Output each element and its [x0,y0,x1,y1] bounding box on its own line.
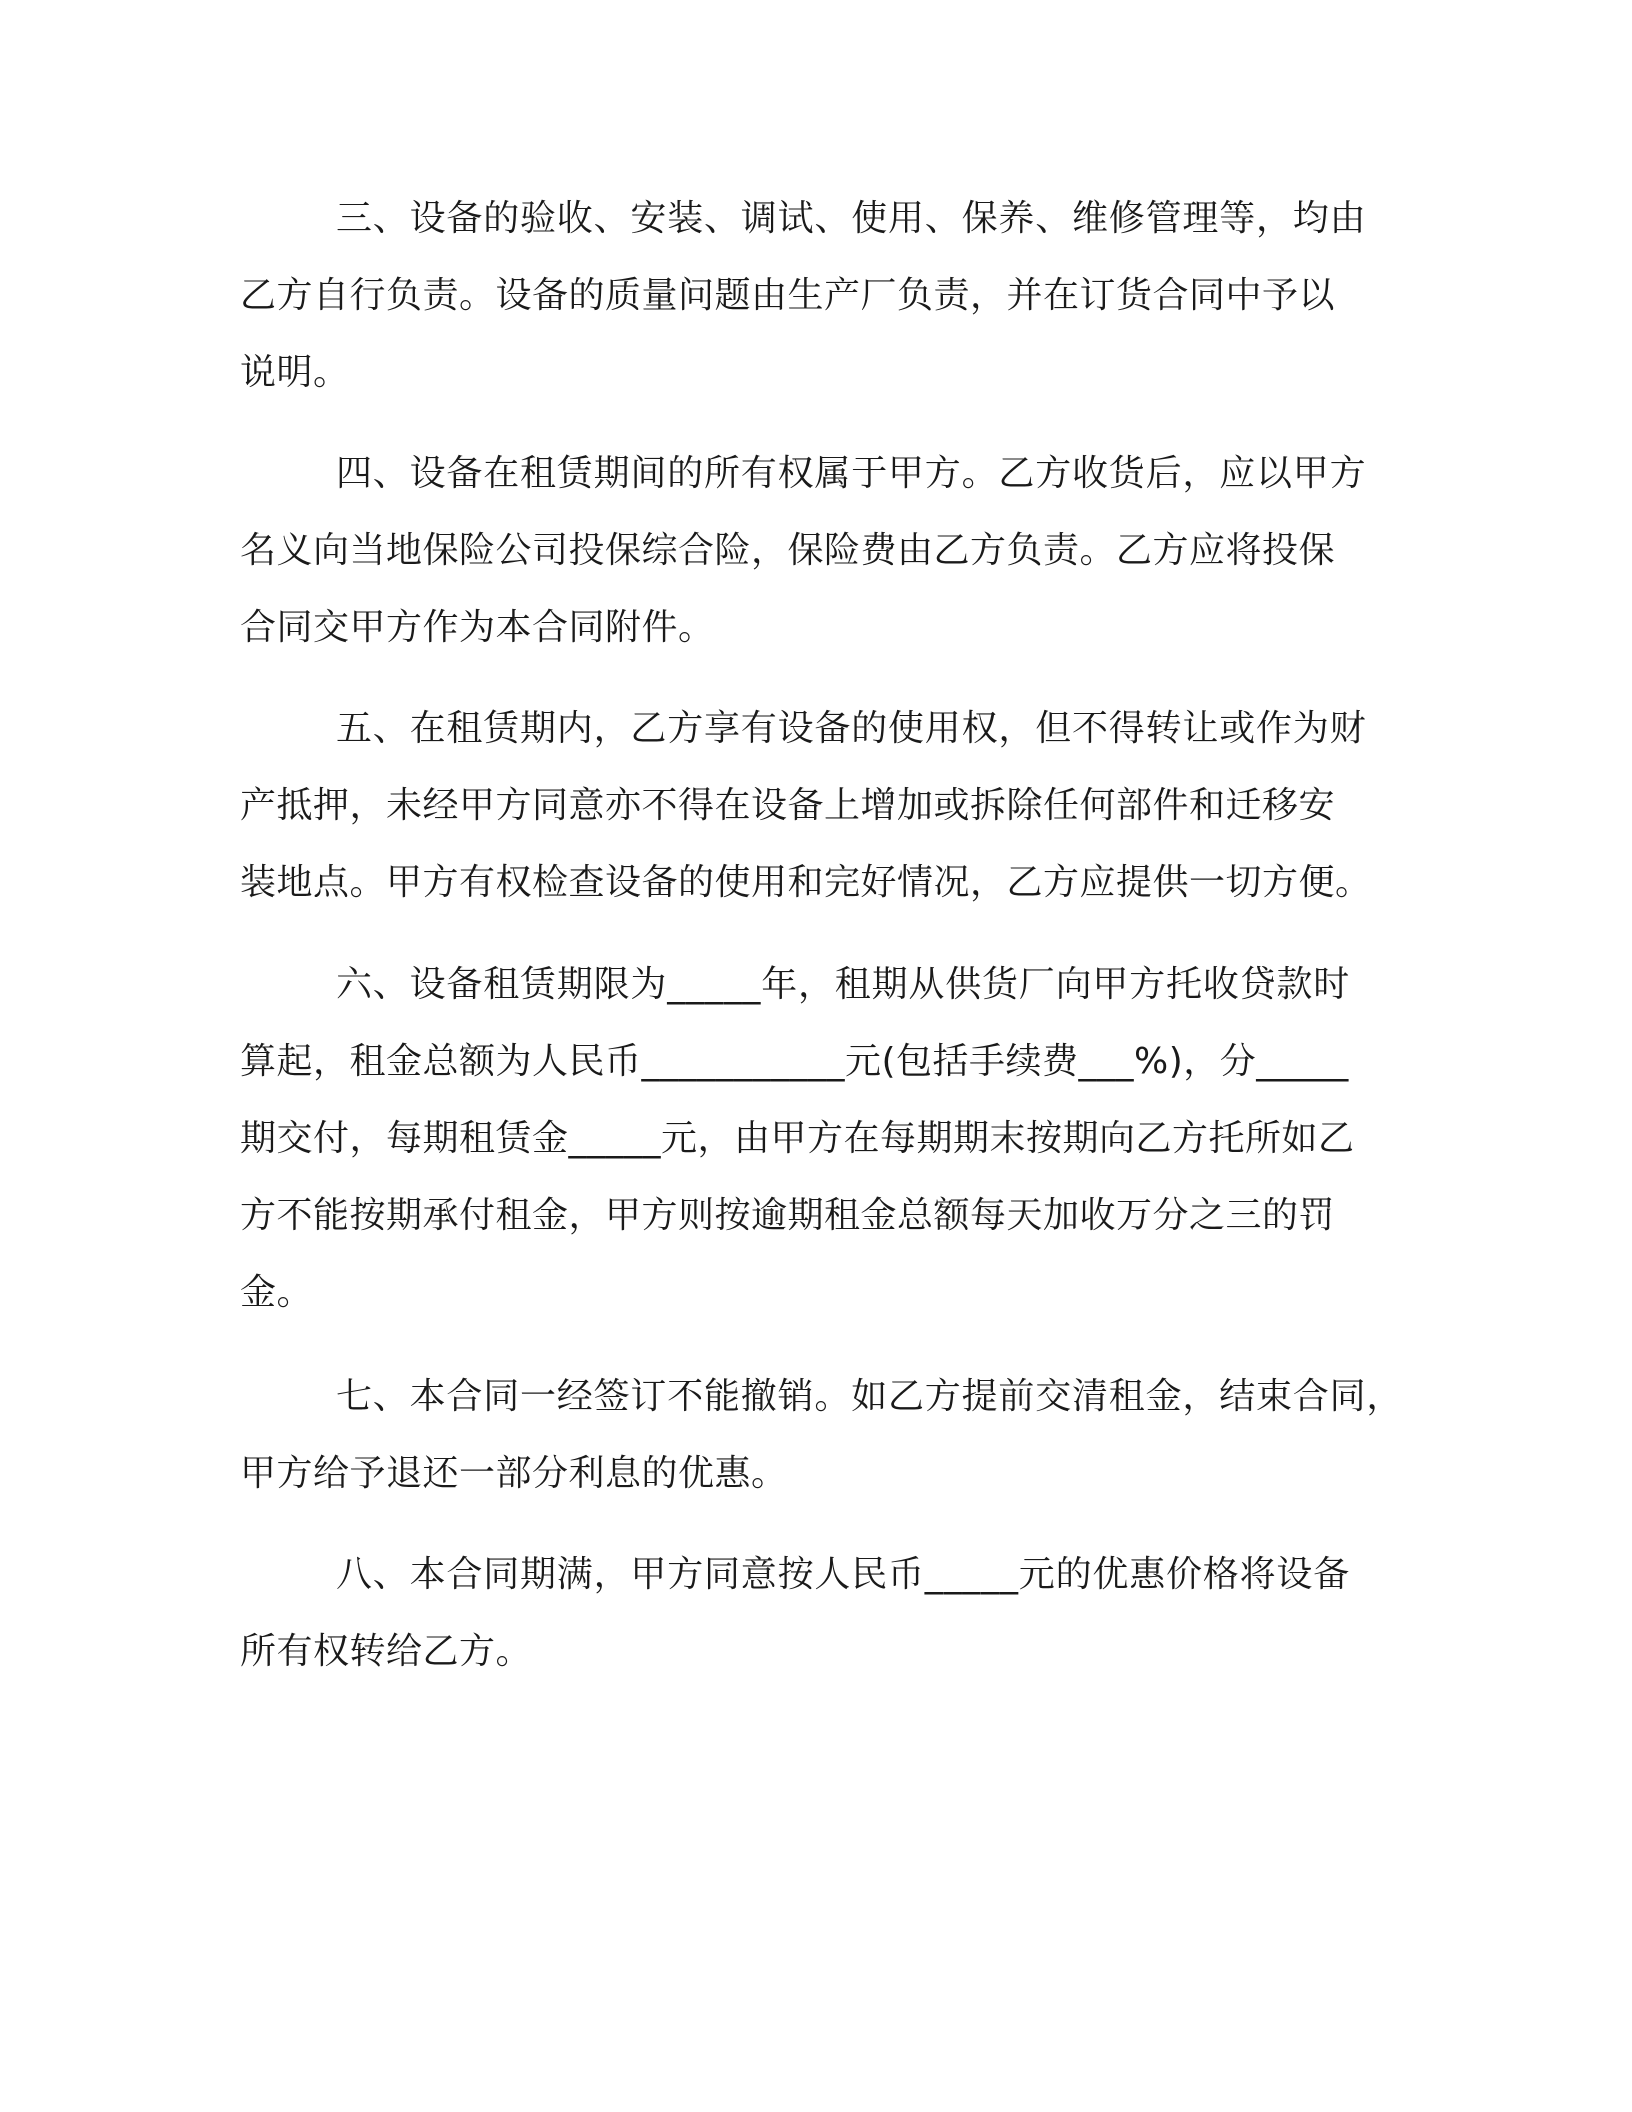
clause-3-line-3: 说明。 [240,352,350,393]
clause-5-line-3: 装地点。甲方有权检查设备的使用和完好情况，乙方应提供一切方便。 [240,862,1372,903]
clause-6-line-2: 算起，租金总额为人民币___________元(包括手续费___%)，分_____ [240,1041,1349,1082]
clause-3-paragraph [240,180,1400,411]
clause-3-line-1: 三、设备的验收、安装、调试、使用、保养、维修管理等，均由 [336,198,1367,239]
clause-8-line-1: 八、本合同期满，甲方同意按人民币_____元的优惠价格将设备 [336,1554,1350,1595]
clause-8-line-2: 所有权转给乙方。 [240,1631,533,1672]
clause-4-line-3: 合同交甲方作为本合同附件。 [240,607,715,648]
clause-4-line-1: 四、设备在租赁期间的所有权属于甲方。乙方收货后，应以甲方 [336,453,1367,494]
clause-7-line-1: 七、本合同一经签订不能撤销。如乙方提前交清租金，结束合同， [336,1376,1404,1417]
clause-5-line-1: 五、在租赁期内，乙方享有设备的使用权，但不得转让或作为财 [336,708,1367,749]
clause-5-line-2: 产抵押，未经甲方同意亦不得在设备上增加或拆除任何部件和迁移安 [240,785,1336,826]
clause-6-line-5: 金。 [240,1272,314,1313]
clause-3-line-2: 乙方自行负责。设备的质量问题由生产厂负责，并在订货合同中予以 [240,275,1336,316]
clause-8-paragraph [240,1536,1400,1690]
clause-6-paragraph [240,946,1400,1331]
clause-7-line-2: 甲方给予退还一部分利息的优惠。 [240,1453,788,1494]
clause-7-paragraph [240,1358,1404,1512]
clause-5-paragraph [240,690,1400,921]
clause-6-line-1: 六、设备租赁期限为_____年，租期从供货厂向甲方托收贷款时 [336,964,1350,1005]
clause-4-line-2: 名义向当地保险公司投保综合险，保险费由乙方负责。乙方应将投保 [240,530,1336,571]
clause-4-paragraph [240,435,1400,666]
clause-6-line-4: 方不能按期承付租金，甲方则按逾期租金总额每天加收万分之三的罚 [240,1195,1336,1236]
clause-6-line-3: 期交付，每期租赁金_____元，由甲方在每期期末按期向乙方托所如乙 [240,1118,1355,1159]
